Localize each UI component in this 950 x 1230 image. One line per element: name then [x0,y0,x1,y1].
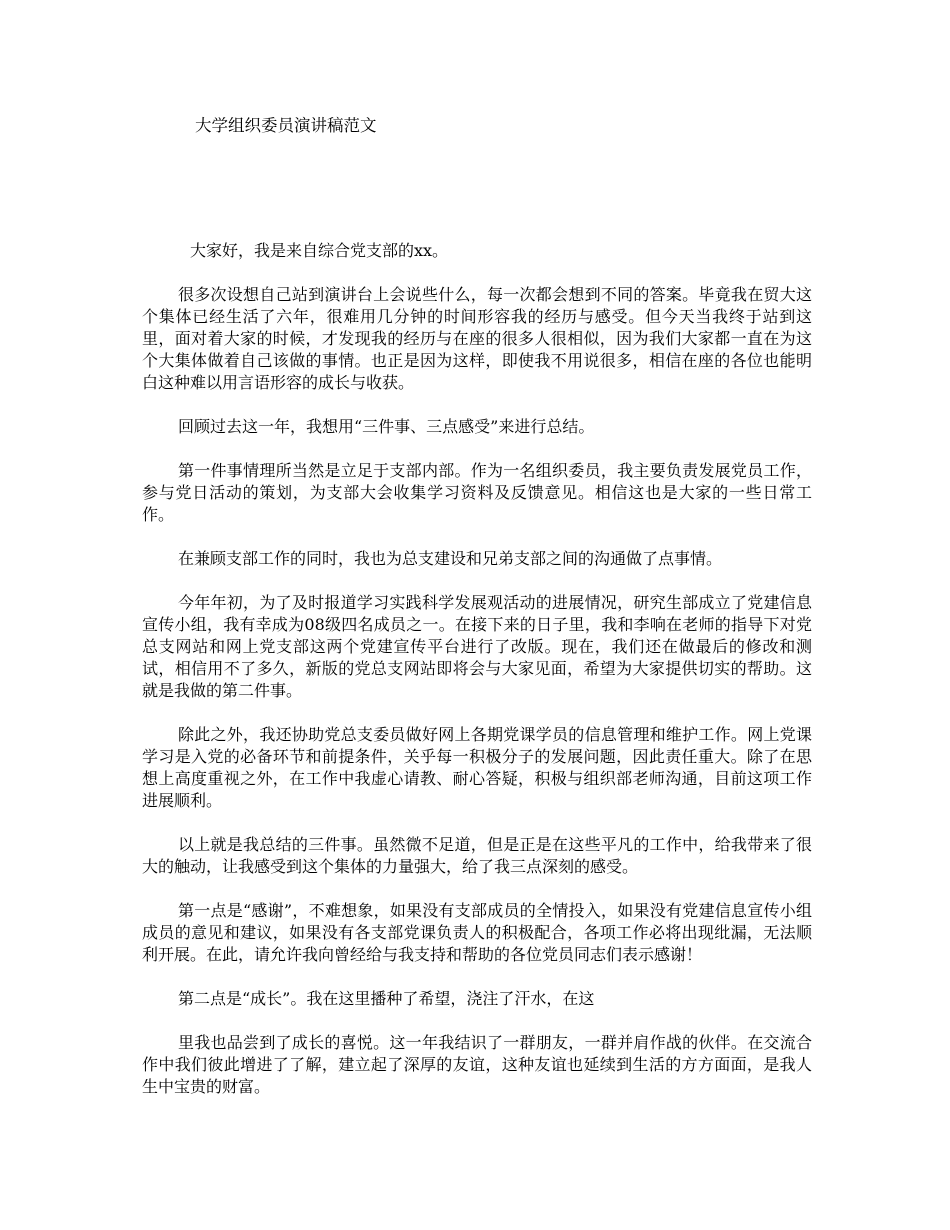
paragraph-10: 里我也品尝到了成长的喜悦。这一年我结识了一群朋友，一群并肩作战的伙伴。在交流合作中我们彼此增进了了解，建立起了深厚的友谊，这种友谊也延续到生活的方方面面，是我人生中宝贵的财富。 [142,1033,812,1096]
document-body [142,240,812,1120]
paragraph-2: 回顾过去这一年，我想用“三件事、三点感受”来进行总结。 [178,417,595,436]
paragraph-1: 很多次设想自己站到演讲台上会说些什么，每一次都会想到不同的答案。毕竟我在贸大这个集体已经生活了六年，很难用几分钟的时间形容我的经历与感受。但今天当我终于站到这里，面对着大家的时候，才发现我的经历与在座的很多人很相似，因为我们大家都一直在为这个大集体做着自己该做的事情。也正是因为这样，即使我不用说很多，相信在座的各位也能明白这种难以用言语形容的成长与收获。 [142,285,812,392]
paragraph-6: 除此之外，我还协助党总支委员做好网上各期党课学员的信息管理和维护工作。网上党课学习是入党的必备环节和前提条件，关乎每一积极分子的发展问题，因此责任重大。除了在思想上高度重视之外，在工作中我虚心请教、耐心答疑，积极与组织部老师沟通，目前这项工作进展顺利。 [142,725,812,810]
paragraph-9: 第二点是“成长”。我在这里播种了希望，浇注了汗水，在这 [178,989,595,1008]
document-title: 大学组织委员演讲稿范文 [195,116,377,135]
paragraph-7: 以上就是我总结的三件事。虽然微不足道，但是正是在这些平凡的工作中，给我带来了很大的触动，让我感受到这个集体的力量强大，给了我三点深刻的感受。 [142,835,812,876]
paragraph-4: 在兼顾支部工作的同时，我也为总支建设和兄弟支部之间的沟通做了点事情。 [178,549,723,568]
paragraph-8: 第一点是“感谢”，不难想象，如果没有支部成员的全情投入，如果没有党建信息宣传小组成员的意见和建议，如果没有各支部党课负责人的积极配合，各项工作必将出现纰漏，无法顺利开展。在此，请允许我向曾经给与我支持和帮助的各位党员同志们表示感谢！ [142,901,812,964]
paragraph-3: 第一件事情理所当然是立足于支部内部。作为一名组织委员，我主要负责发展党员工作，参与党日活动的策划，为支部大会收集学习资料及反馈意见。相信这也是大家的一些日常工作。 [142,461,812,524]
paragraph-5: 今年年初，为了及时报道学习实践科学发展观活动的进展情况，研究生部成立了党建信息宣传小组，我有幸成为08级四名成员之一。在接下来的日子里，我和李响在老师的指导下对党总支网站和网上党支部这两个党建宣传平台进行了改版。现在，我们还在做最后的修改和测试，相信用不了多久，新版的党总支网站即将会与大家见面，希望为大家提供切实的帮助。这就是我做的第二件事。 [142,593,812,700]
greeting-paragraph: 大家好，我是来自综合党支部的xx。 [190,241,449,260]
